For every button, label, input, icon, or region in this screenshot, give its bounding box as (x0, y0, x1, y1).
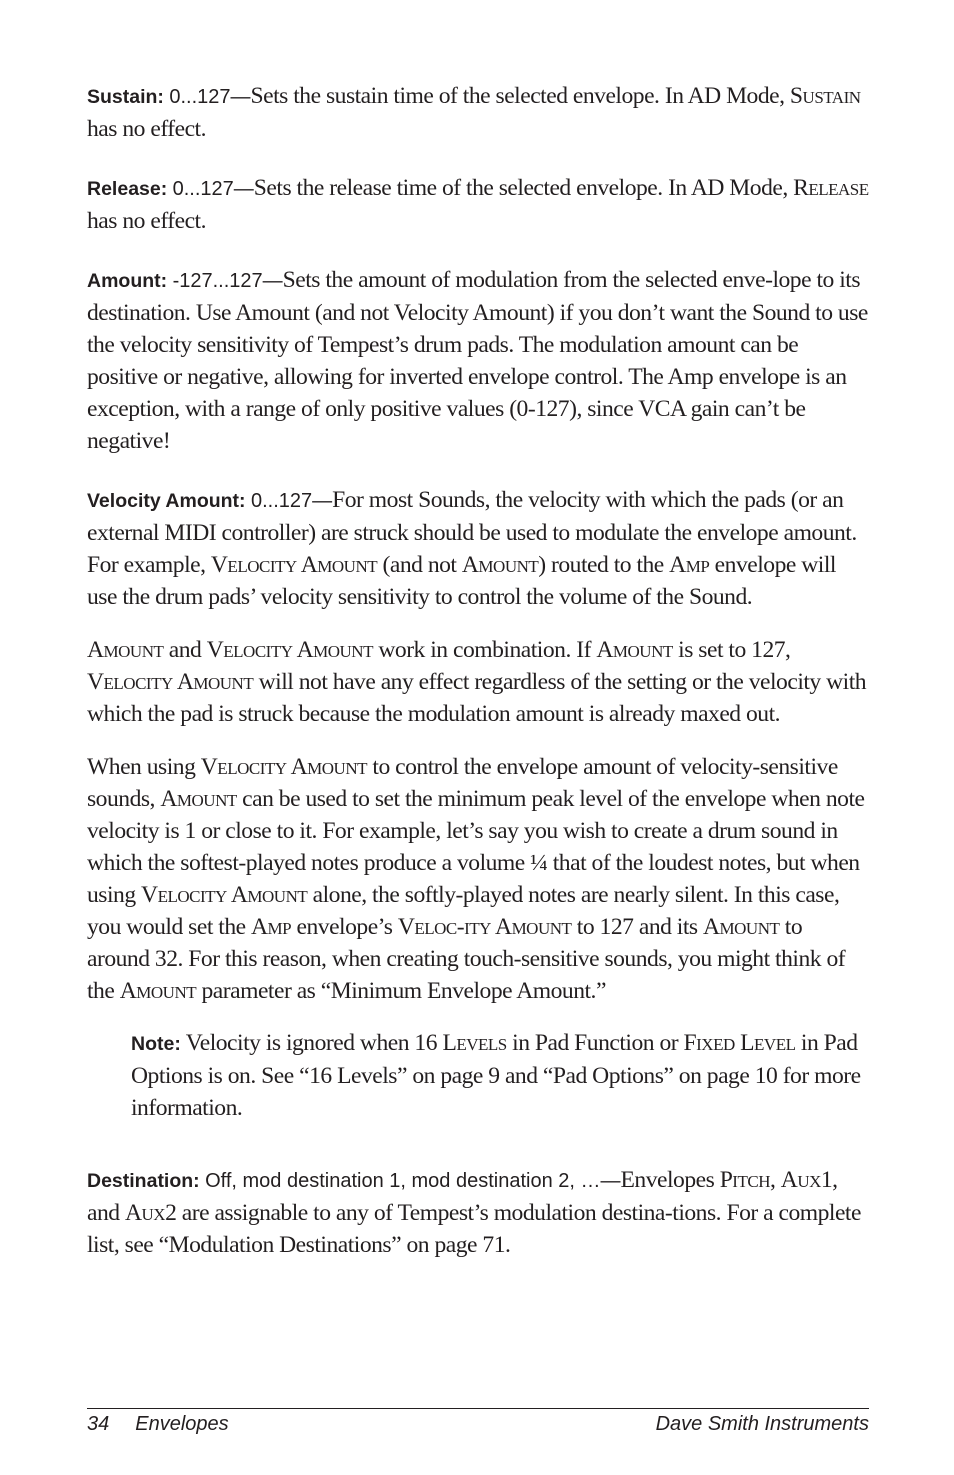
aux-smallcaps: Aux (780, 1167, 821, 1193)
amount-smallcaps: Amount (596, 637, 673, 663)
velocity-amount-text: envelope will use the drum pads’ velocity sensitivity to control the volume of the Sound. (87, 552, 836, 610)
when-using-text: to around 32. For this reason, when creating touch-sensitive sounds, you might think of the (87, 914, 846, 1004)
destination-text: Envelopes (620, 1167, 720, 1193)
velocity-amount-range: 0...127— (250, 490, 333, 512)
when-using-paragraph (87, 751, 869, 1007)
sustain-paragraph (87, 80, 869, 145)
sustain-text-end: has no effect. (87, 116, 206, 142)
footer-left (87, 1413, 229, 1436)
destination-text: 1, and (87, 1167, 838, 1226)
velocity-amount-smallcaps: Velocity Amount (87, 669, 254, 695)
velocity-amount-smallcaps: Veloc-ity Amount (397, 914, 572, 940)
amount-term: Amount: (87, 270, 168, 292)
release-paragraph (87, 172, 869, 237)
fixed-level-smallcaps: Fixed Level (683, 1030, 796, 1056)
when-using-text: When using (87, 754, 201, 780)
combination-text: is set to 127, (672, 637, 791, 663)
velocity-amount-text: For most Sounds, the velocity with which the pads (or an external MIDI controller) are struck should be used to modulate the envelope amount. For example, (87, 487, 857, 578)
release-text: Sets the release time of the selected envelope. In AD Mode, (253, 175, 794, 201)
section-name: Envelopes (135, 1413, 229, 1435)
amount-smallcaps: Amount (461, 552, 539, 578)
release-range: 0...127— (172, 178, 254, 200)
amount-paragraph (87, 264, 869, 457)
page-number: 34 (87, 1413, 110, 1435)
destination-text: 2 are assignable to any of Tempest’s modulation destina-tions. For a complete list, see “Modulation Destinations” on page 71. (87, 1200, 861, 1258)
when-using-text: parameter as “Minimum Envelope Amount.” (196, 978, 606, 1004)
velocity-amount-text: (and not (377, 552, 462, 578)
destination-text: , (769, 1167, 781, 1193)
release-text-end: has no effect. (87, 208, 206, 234)
sustain-text: Sets the sustain time of the selected envelope. In AD Mode, (250, 83, 790, 109)
velocity-amount-text: ) routed to the (538, 552, 670, 578)
amount-range: -127...127— (172, 270, 283, 292)
velocity-amount-smallcaps: Velocity Amount (200, 754, 367, 780)
page-footer (87, 1408, 869, 1436)
amount-smallcaps: Amount (703, 914, 780, 940)
velocity-amount-paragraph (87, 484, 869, 613)
levels-smallcaps: Levels (442, 1030, 507, 1056)
velocity-amount-smallcaps: Velocity Amount (141, 882, 308, 908)
combination-text: will not have any effect regardless of the setting or the velocity with which the pad is struck because the modulation amount is already maxed out. (87, 669, 867, 727)
velocity-amount-smallcaps: Velocity Amount (210, 552, 378, 578)
velocity-amount-term: Velocity Amount: (87, 490, 246, 512)
combination-paragraph (87, 634, 869, 730)
velocity-amount-smallcaps: Velocity Amount (206, 637, 373, 663)
sustain-range: 0...127— (169, 86, 251, 108)
amount-text: Sets the amount of modulation from the selected enve-lope to its destination. Use Amount (and not Velocity Amount) if you don’t want the Sound to use the velocity sensitivity of Tempest’s drum pads. The modulation amount can be positive or negative, allowing for inverted envelope control. The Amp envelope is an exception, with a range of only positive values (0-127), since VCA gain can’t be negative! (87, 267, 868, 454)
publisher-name: Dave Smith Instruments (655, 1413, 869, 1435)
when-using-text: can be used to set the minimum peak level of the envelope when note velocity is 1 or close to it. For example, let’s say you wish to create a drum sound in which the softest-played notes produce a volume ¼ that of the loudest notes, but when using (87, 786, 865, 908)
when-using-text: to control the envelope amount of velocity-sensitive sounds, (87, 754, 838, 812)
amp-smallcaps: Amp (669, 552, 710, 578)
note-term: Note: (131, 1033, 181, 1055)
destination-term: Destination: (87, 1170, 200, 1192)
destination-paragraph (87, 1164, 869, 1261)
amount-smallcaps: Amount (87, 637, 164, 663)
page-body (87, 80, 869, 1261)
release-smallcaps: Release (793, 175, 869, 201)
when-using-text: to 127 and its (571, 914, 703, 940)
combination-text: work in combination. If (372, 637, 597, 663)
amp-smallcaps: Amp (251, 914, 292, 940)
amount-smallcaps: Amount (160, 786, 237, 812)
note-text: Velocity is ignored when 16 (180, 1030, 443, 1056)
note-paragraph (131, 1027, 869, 1124)
destination-range: Off, mod destination 1, mod destination 2, …— (205, 1170, 621, 1192)
sustain-smallcaps: Sustain (789, 83, 861, 109)
sustain-term: Sustain: (87, 86, 164, 108)
aux-smallcaps: Aux (124, 1200, 166, 1226)
when-using-text: alone, the softly-played notes are nearly silent. In this case, you would set the (87, 882, 840, 940)
note-text: in Pad Function or (506, 1030, 684, 1056)
note-text: in Pad Options is on. See “16 Levels” on page 9 and “Pad Options” on page 10 for more information. (131, 1030, 861, 1121)
combination-text: and (163, 637, 207, 663)
release-term: Release: (87, 178, 168, 200)
amount-smallcaps: Amount (119, 978, 197, 1004)
pitch-smallcaps: Pitch (719, 1167, 770, 1193)
when-using-text: envelope’s (291, 914, 398, 940)
